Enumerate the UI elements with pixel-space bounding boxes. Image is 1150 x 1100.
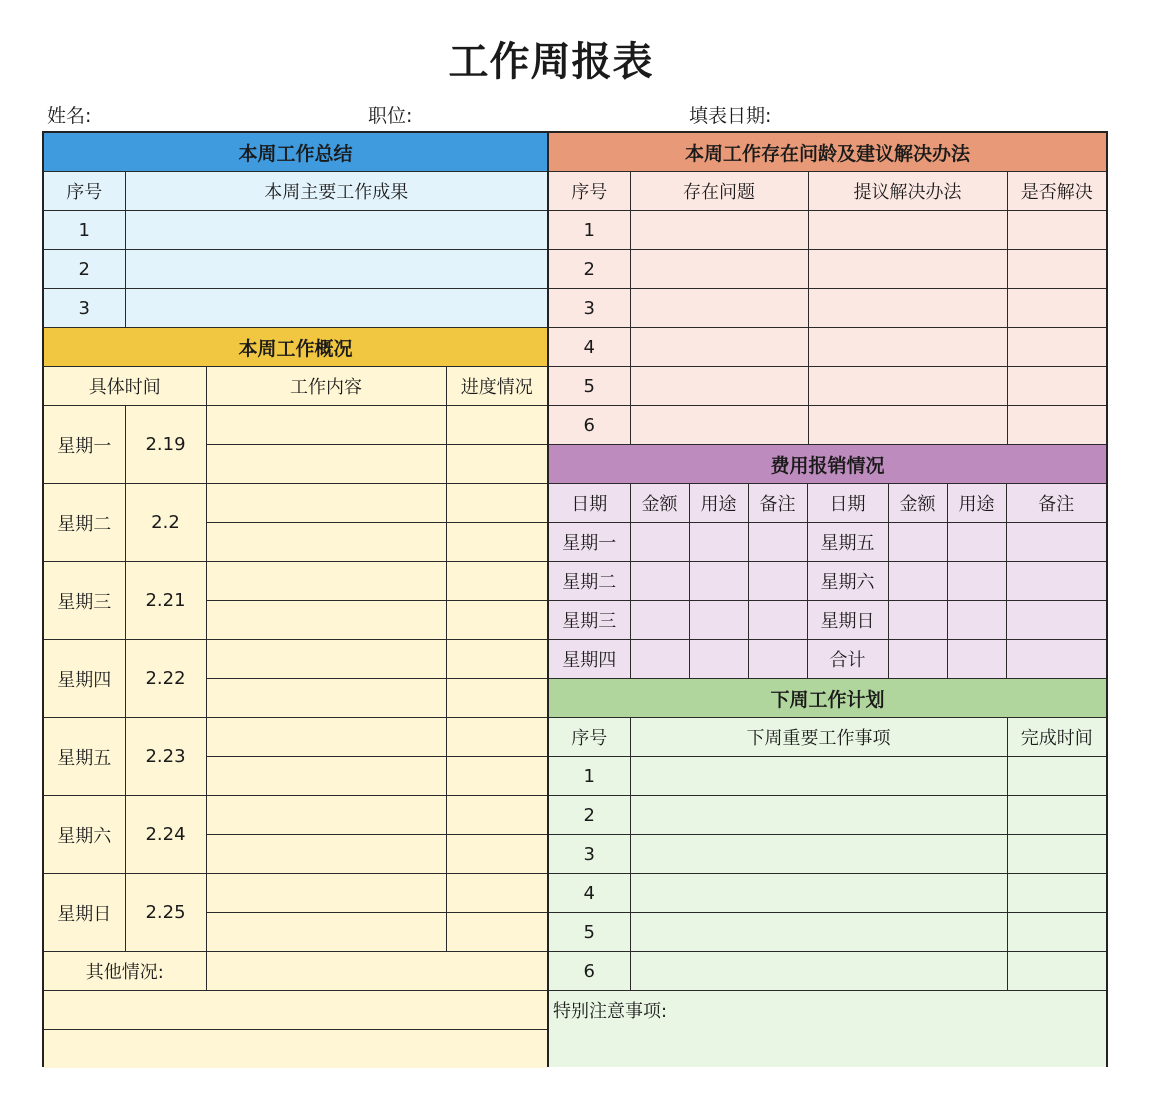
- table-row: [549, 796, 1106, 835]
- table-row: [44, 718, 547, 757]
- progress-cell[interactable]: [446, 562, 547, 601]
- problem-cell[interactable]: [630, 406, 808, 445]
- expense-total-label: 合计: [807, 640, 888, 679]
- expenses-col-note: 备注: [748, 484, 807, 523]
- solution-cell[interactable]: [808, 211, 1007, 250]
- table-row: [549, 640, 1106, 679]
- solution-cell[interactable]: [808, 250, 1007, 289]
- plan-item-cell[interactable]: [630, 796, 1007, 835]
- plan-col-item: 下周重要工作事项: [630, 718, 1007, 757]
- plan-item-cell[interactable]: [630, 835, 1007, 874]
- day-label: 星期三: [44, 562, 125, 640]
- day-date: 2.25: [125, 874, 206, 952]
- day-label: 星期五: [44, 718, 125, 796]
- table-row: [549, 913, 1106, 952]
- work-content-cell[interactable]: [206, 835, 446, 874]
- table-row: [549, 874, 1106, 913]
- summary-col-no: 序号: [44, 172, 125, 211]
- overview-col-progress: 进度情况: [446, 367, 547, 406]
- problem-cell[interactable]: [630, 328, 808, 367]
- resolved-cell[interactable]: [1007, 328, 1106, 367]
- table-row: [44, 640, 547, 679]
- work-content-cell[interactable]: [206, 874, 446, 913]
- table-row: [44, 1030, 547, 1069]
- plan-item-cell[interactable]: [630, 757, 1007, 796]
- work-content-cell[interactable]: [206, 913, 446, 952]
- work-content-cell[interactable]: [206, 796, 446, 835]
- note-cell[interactable]: [1006, 562, 1106, 601]
- note-cell[interactable]: [1006, 601, 1106, 640]
- purpose-cell[interactable]: [689, 523, 748, 562]
- problem-cell[interactable]: [630, 289, 808, 328]
- purpose-cell[interactable]: [689, 640, 748, 679]
- work-content-cell[interactable]: [206, 679, 446, 718]
- summary-result-cell[interactable]: [125, 211, 547, 250]
- day-date: 2.22: [125, 640, 206, 718]
- day-date: 2.21: [125, 562, 206, 640]
- plan-time-cell[interactable]: [1007, 874, 1106, 913]
- left-panel: [42, 131, 549, 1067]
- plan-row-no: 2: [549, 796, 630, 835]
- table-row: [44, 952, 547, 991]
- problem-cell[interactable]: [630, 250, 808, 289]
- resolved-cell[interactable]: [1007, 211, 1106, 250]
- day-date: 2.2: [125, 484, 206, 562]
- plan-time-cell[interactable]: [1007, 913, 1106, 952]
- summary-row-no: 2: [44, 250, 125, 289]
- plan-table: [549, 678, 1106, 1067]
- table-row: [549, 289, 1106, 328]
- problems-table: [549, 133, 1106, 444]
- plan-time-cell[interactable]: [1007, 952, 1106, 991]
- table-row: [549, 952, 1106, 991]
- expense-day: 星期日: [807, 601, 888, 640]
- work-content-cell[interactable]: [206, 484, 446, 523]
- expenses-col-date: 日期: [807, 484, 888, 523]
- overview-col-content: 工作内容: [206, 367, 446, 406]
- expense-day: 星期五: [807, 523, 888, 562]
- purpose-cell[interactable]: [947, 640, 1006, 679]
- problem-cell[interactable]: [630, 211, 808, 250]
- table-row: [549, 328, 1106, 367]
- summary-row-no: 3: [44, 289, 125, 328]
- table-row: [44, 211, 547, 250]
- note-cell[interactable]: [748, 601, 807, 640]
- summary-table: [44, 133, 547, 327]
- day-label: 星期一: [44, 406, 125, 484]
- expenses-table: [549, 444, 1106, 678]
- expenses-col-purpose: 用途: [947, 484, 1006, 523]
- expenses-header: 费用报销情况: [549, 445, 1106, 484]
- progress-cell[interactable]: [446, 484, 547, 523]
- expense-day: 星期二: [549, 562, 630, 601]
- plan-row-no: 1: [549, 757, 630, 796]
- table-row: [549, 1029, 1106, 1067]
- note-cell[interactable]: [1006, 523, 1106, 562]
- work-content-cell[interactable]: [206, 757, 446, 796]
- progress-cell[interactable]: [446, 406, 547, 445]
- right-panel: [547, 131, 1108, 1067]
- progress-cell[interactable]: [446, 796, 547, 835]
- plan-time-cell[interactable]: [1007, 835, 1106, 874]
- notes-label: 特别注意事项:: [549, 991, 1106, 1030]
- plan-row-no: 3: [549, 835, 630, 874]
- work-content-cell[interactable]: [206, 562, 446, 601]
- plan-col-time: 完成时间: [1007, 718, 1106, 757]
- progress-cell[interactable]: [446, 640, 547, 679]
- progress-cell[interactable]: [446, 835, 547, 874]
- progress-cell[interactable]: [446, 679, 547, 718]
- plan-time-cell[interactable]: [1007, 796, 1106, 835]
- problems-col-resolved: 是否解决: [1007, 172, 1106, 211]
- plan-item-cell[interactable]: [630, 874, 1007, 913]
- expenses-col-date: 日期: [549, 484, 630, 523]
- table-row: [44, 874, 547, 913]
- amount-cell[interactable]: [630, 601, 689, 640]
- expense-day: 星期六: [807, 562, 888, 601]
- summary-col-result: 本周主要工作成果: [125, 172, 547, 211]
- resolved-cell[interactable]: [1007, 367, 1106, 406]
- work-content-cell[interactable]: [206, 601, 446, 640]
- table-row: [44, 562, 547, 601]
- problems-row-no: 1: [549, 211, 630, 250]
- note-cell[interactable]: [748, 562, 807, 601]
- resolved-cell[interactable]: [1007, 406, 1106, 445]
- solution-cell[interactable]: [808, 406, 1007, 445]
- purpose-cell[interactable]: [947, 562, 1006, 601]
- table-row: [44, 796, 547, 835]
- table-row: [44, 484, 547, 523]
- day-date: 2.19: [125, 406, 206, 484]
- table-row: [549, 406, 1106, 445]
- overview-header: 本周工作概况: [44, 328, 547, 367]
- plan-item-cell[interactable]: [630, 913, 1007, 952]
- problem-cell[interactable]: [630, 367, 808, 406]
- progress-cell[interactable]: [446, 874, 547, 913]
- progress-cell[interactable]: [446, 718, 547, 757]
- work-content-cell[interactable]: [206, 640, 446, 679]
- plan-row-no: 4: [549, 874, 630, 913]
- expense-day: 星期一: [549, 523, 630, 562]
- problems-row-no: 5: [549, 367, 630, 406]
- solution-cell[interactable]: [808, 289, 1007, 328]
- progress-cell[interactable]: [446, 445, 547, 484]
- note-cell[interactable]: [1006, 640, 1106, 679]
- position-label: 职位:: [368, 105, 413, 127]
- summary-result-cell[interactable]: [125, 250, 547, 289]
- other-label: 其他情况:: [44, 952, 206, 991]
- progress-cell[interactable]: [446, 523, 547, 562]
- problems-col-no: 序号: [549, 172, 630, 211]
- purpose-cell[interactable]: [947, 523, 1006, 562]
- purpose-cell[interactable]: [947, 601, 1006, 640]
- table-row: [44, 250, 547, 289]
- problems-row-no: 3: [549, 289, 630, 328]
- problems-col-solution: 提议解决办法: [808, 172, 1007, 211]
- table-row: [549, 250, 1106, 289]
- expense-day: 星期四: [549, 640, 630, 679]
- other-content-cell[interactable]: [44, 1030, 547, 1069]
- table-row: [549, 367, 1106, 406]
- work-content-cell[interactable]: [206, 718, 446, 757]
- other-content-cell[interactable]: [44, 991, 547, 1030]
- table-row: [44, 991, 547, 1030]
- plan-row-no: 5: [549, 913, 630, 952]
- amount-cell[interactable]: [630, 562, 689, 601]
- table-row: [549, 991, 1106, 1030]
- day-label: 星期六: [44, 796, 125, 874]
- purpose-cell[interactable]: [689, 562, 748, 601]
- summary-result-cell[interactable]: [125, 289, 547, 328]
- table-row: [549, 601, 1106, 640]
- day-date: 2.23: [125, 718, 206, 796]
- problems-col-problem: 存在问题: [630, 172, 808, 211]
- table-row: [549, 835, 1106, 874]
- expense-day: 星期三: [549, 601, 630, 640]
- progress-cell[interactable]: [446, 601, 547, 640]
- purpose-cell[interactable]: [689, 601, 748, 640]
- expenses-col-amount: 金额: [888, 484, 947, 523]
- amount-cell[interactable]: [630, 640, 689, 679]
- note-cell[interactable]: [748, 640, 807, 679]
- amount-cell[interactable]: [888, 523, 947, 562]
- overview-table: [44, 327, 547, 1068]
- table-row: [549, 562, 1106, 601]
- progress-cell[interactable]: [446, 757, 547, 796]
- note-cell[interactable]: [748, 523, 807, 562]
- solution-cell[interactable]: [808, 367, 1007, 406]
- problems-row-no: 4: [549, 328, 630, 367]
- plan-header: 下周工作计划: [549, 679, 1106, 718]
- expenses-col-amount: 金额: [630, 484, 689, 523]
- table-row: [44, 289, 547, 328]
- summary-header: 本周工作总结: [44, 133, 547, 172]
- day-label: 星期四: [44, 640, 125, 718]
- problems-row-no: 6: [549, 406, 630, 445]
- work-content-cell[interactable]: [206, 523, 446, 562]
- amount-cell[interactable]: [888, 562, 947, 601]
- name-label: 姓名:: [47, 105, 92, 127]
- amount-cell[interactable]: [888, 601, 947, 640]
- plan-col-no: 序号: [549, 718, 630, 757]
- other-content-cell[interactable]: [206, 952, 547, 991]
- problems-header: 本周工作存在问龄及建议解决办法: [549, 133, 1106, 172]
- resolved-cell[interactable]: [1007, 289, 1106, 328]
- work-content-cell[interactable]: [206, 445, 446, 484]
- solution-cell[interactable]: [808, 328, 1007, 367]
- expenses-col-purpose: 用途: [689, 484, 748, 523]
- work-content-cell[interactable]: [206, 406, 446, 445]
- table-row: [549, 523, 1106, 562]
- table-row: [44, 406, 547, 445]
- day-label: 星期日: [44, 874, 125, 952]
- day-label: 星期二: [44, 484, 125, 562]
- day-date: 2.24: [125, 796, 206, 874]
- resolved-cell[interactable]: [1007, 250, 1106, 289]
- amount-cell[interactable]: [630, 523, 689, 562]
- summary-row-no: 1: [44, 211, 125, 250]
- plan-time-cell[interactable]: [1007, 757, 1106, 796]
- table-row: [549, 211, 1106, 250]
- plan-item-cell[interactable]: [630, 952, 1007, 991]
- notes-content-cell[interactable]: [549, 1029, 1106, 1067]
- table-row: [549, 757, 1106, 796]
- page-title: 工作周报表: [448, 39, 654, 85]
- progress-cell[interactable]: [446, 913, 547, 952]
- amount-cell[interactable]: [888, 640, 947, 679]
- plan-row-no: 6: [549, 952, 630, 991]
- overview-col-time: 具体时间: [44, 367, 206, 406]
- date-label: 填表日期:: [689, 105, 772, 127]
- problems-row-no: 2: [549, 250, 630, 289]
- expenses-col-note: 备注: [1006, 484, 1106, 523]
